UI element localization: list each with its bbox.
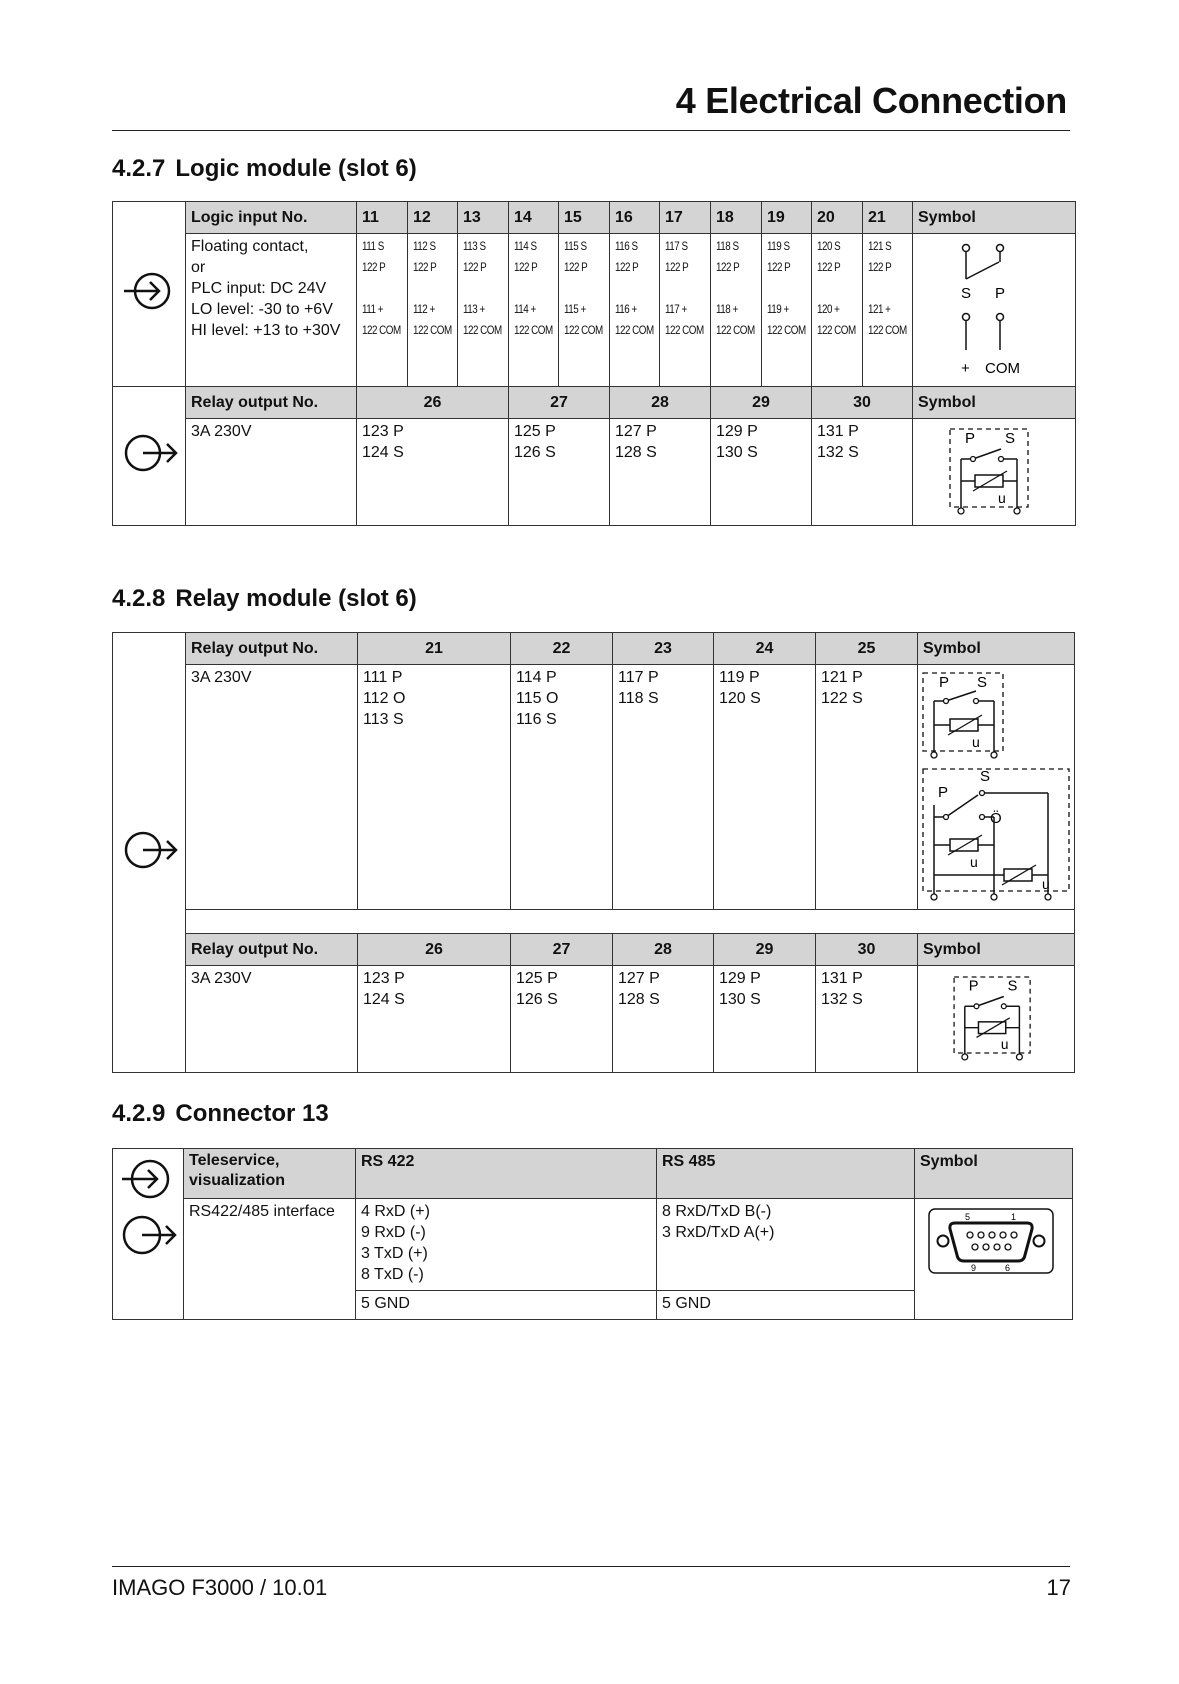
col-header-16: 16 xyxy=(610,202,660,234)
logic-terminals-20 xyxy=(812,234,863,387)
section-number: 4.2.9 xyxy=(112,1100,166,1127)
terminal: 112 O xyxy=(363,690,406,707)
terminal: 122 P xyxy=(716,260,740,274)
rs422-pins xyxy=(356,1199,657,1291)
col-header-30: 30 xyxy=(812,387,913,419)
symbol-label-p: P xyxy=(968,978,979,995)
terminal: 124 S xyxy=(362,444,404,461)
symbol-label-s: S xyxy=(980,768,991,785)
terminal: 113 + xyxy=(463,302,485,316)
terminal: 121 + xyxy=(868,302,891,316)
terminal: 113 S xyxy=(363,711,404,728)
pin: 8 RxD/TxD B(-) xyxy=(662,1203,772,1220)
logic-terminals-11 xyxy=(357,234,408,387)
col-header-symbol: Symbol xyxy=(913,202,1076,234)
terminal: 122 P xyxy=(817,260,841,274)
output-icon-cell xyxy=(113,387,186,526)
symbol-label-u: u xyxy=(1042,876,1050,892)
col-header-19: 19 xyxy=(762,202,812,234)
terminal: 122 P xyxy=(868,260,892,274)
terminal: 123 P xyxy=(363,970,405,987)
col-header-28: 28 xyxy=(613,934,714,966)
rs485-gnd: 5 GND xyxy=(657,1291,915,1320)
col-header-17: 17 xyxy=(660,202,711,234)
terminal: 122 COM xyxy=(413,323,452,337)
desc-line: LO level: -30 to +6V xyxy=(191,301,333,318)
symbol-label-s: S xyxy=(961,285,972,302)
pin: 3 TxD (+) xyxy=(361,1245,428,1262)
col-header-25: 25 xyxy=(816,633,918,665)
terminal: 126 S xyxy=(514,444,556,461)
terminal: 118 S xyxy=(716,239,739,253)
symbol-label-p: P xyxy=(939,674,950,691)
col-header-26: 26 xyxy=(358,934,511,966)
logic-terminals-12 xyxy=(408,234,458,387)
pin-label: 6 xyxy=(1005,1263,1011,1273)
logic-terminals-16 xyxy=(610,234,660,387)
terminal: 130 S xyxy=(716,444,758,461)
col-header-23: 23 xyxy=(613,633,714,665)
col-header-relay-output: Relay output No. xyxy=(186,633,358,665)
terminal: 121 S xyxy=(868,239,892,253)
terminal: 122 COM xyxy=(615,323,654,337)
relay-terminals-28 xyxy=(610,419,711,526)
terminal: 124 S xyxy=(363,991,405,1008)
symbol-label-s: S xyxy=(1007,978,1018,995)
col-header-rs485: RS 485 xyxy=(657,1149,915,1199)
terminal: 122 P xyxy=(665,260,689,274)
terminal: 116 S xyxy=(516,711,557,728)
logic-description xyxy=(186,234,357,387)
terminal: 122 COM xyxy=(868,323,907,337)
terminal: 132 S xyxy=(817,444,859,461)
terminal: 127 P xyxy=(618,970,660,987)
terminal: 122 COM xyxy=(514,323,553,337)
section-heading-429 xyxy=(112,1100,329,1128)
terminal: 122 COM xyxy=(716,323,755,337)
symbol-label-s: S xyxy=(1005,430,1016,447)
logic-terminals-18 xyxy=(711,234,762,387)
spacer-row xyxy=(186,910,1075,934)
section-number: 4.2.8 xyxy=(112,585,166,612)
terminal: 117 + xyxy=(665,302,687,316)
terminal: 123 P xyxy=(362,423,404,440)
terminal: 129 P xyxy=(716,423,758,440)
output-icon xyxy=(119,424,179,482)
col-header-11: 11 xyxy=(357,202,408,234)
terminal: 111 P xyxy=(363,669,403,686)
terminal: 122 P xyxy=(463,260,487,274)
col-header-27: 27 xyxy=(509,387,610,419)
relay-terminals-27 xyxy=(511,966,613,1073)
relay-terminals-26 xyxy=(357,419,509,526)
section-title: Logic module (slot 6) xyxy=(175,155,417,182)
desc-line: HI level: +13 to +30V xyxy=(191,322,341,339)
output-icon xyxy=(119,821,179,879)
io-icons xyxy=(118,1149,178,1269)
col-header-20: 20 xyxy=(812,202,863,234)
relay-symbol-cell xyxy=(918,966,1075,1073)
logic-terminals-19 xyxy=(762,234,812,387)
col-header-12: 12 xyxy=(408,202,458,234)
terminal: 119 P xyxy=(719,669,760,686)
relay-terminals-21 xyxy=(358,665,511,910)
terminal: 126 S xyxy=(516,991,558,1008)
col-header-29: 29 xyxy=(711,387,812,419)
terminal: 122 COM xyxy=(767,323,806,337)
pin: 3 RxD/TxD A(+) xyxy=(662,1224,775,1241)
logic-terminals-13 xyxy=(458,234,509,387)
col-header-14: 14 xyxy=(509,202,559,234)
terminal: 125 P xyxy=(514,423,556,440)
logic-module-table xyxy=(112,201,1076,526)
dsub-connector-icon xyxy=(915,1199,1071,1309)
terminal: 114 + xyxy=(514,302,536,316)
logic-terminals-17 xyxy=(660,234,711,387)
logic-terminals-15 xyxy=(559,234,610,387)
section-title: Relay module (slot 6) xyxy=(175,585,417,612)
terminal: 115 + xyxy=(564,302,586,316)
contact-symbol-icon xyxy=(913,234,1073,380)
relay-module-table xyxy=(112,632,1075,1073)
rs422-gnd: 5 GND xyxy=(356,1291,657,1320)
terminal: 119 + xyxy=(767,302,789,316)
col-header-relay-output: Relay output No. xyxy=(186,934,358,966)
symbol-label-p: P xyxy=(965,430,976,447)
terminal: 130 S xyxy=(719,991,761,1008)
terminal: 121 P xyxy=(821,669,863,686)
input-icon-cell xyxy=(113,202,186,387)
col-header-teleservice: Teleservice, visualization xyxy=(184,1149,356,1199)
relay-terminals-29 xyxy=(714,966,816,1073)
terminal: 122 P xyxy=(615,260,639,274)
desc-line: Floating contact, xyxy=(191,238,309,255)
terminal: 117 S xyxy=(665,239,688,253)
terminal: 122 COM xyxy=(817,323,856,337)
terminal: 122 COM xyxy=(665,323,704,337)
pin: 9 RxD (-) xyxy=(361,1224,426,1241)
terminal: 118 + xyxy=(716,302,738,316)
input-icon xyxy=(122,1161,168,1197)
terminal: 115 S xyxy=(564,239,587,253)
terminal: 116 + xyxy=(615,302,637,316)
relay-terminals-29 xyxy=(711,419,812,526)
terminal: 131 P xyxy=(821,970,863,987)
col-header-logic-input: Logic input No. xyxy=(186,202,357,234)
terminal: 131 P xyxy=(817,423,859,440)
terminal: 132 S xyxy=(821,991,863,1008)
terminal: 128 S xyxy=(615,444,657,461)
relay-symbol-cell xyxy=(913,419,1076,526)
relay-terminals-28 xyxy=(613,966,714,1073)
col-header-26: 26 xyxy=(357,387,509,419)
col-header-symbol: Symbol xyxy=(918,633,1075,665)
col-header-symbol: Symbol xyxy=(918,934,1075,966)
section-number: 4.2.7 xyxy=(112,155,166,182)
section-title: Connector 13 xyxy=(175,1100,329,1127)
symbol-label-u: u xyxy=(1000,1037,1009,1053)
relay-contact-icon xyxy=(913,419,1073,519)
terminal: 112 S xyxy=(413,239,436,253)
footer-doc: IMAGO F3000 / 10.01 xyxy=(112,1575,328,1600)
terminal: 116 S xyxy=(615,239,638,253)
dsub-symbol-cell xyxy=(915,1199,1073,1320)
interface-description: RS422/485 interface xyxy=(184,1199,356,1320)
col-header-28: 28 xyxy=(610,387,711,419)
symbol-label-o: Ö xyxy=(990,810,1002,827)
relay-description: 3A 230V xyxy=(186,665,358,910)
col-header-22: 22 xyxy=(511,633,613,665)
relay-description: 3A 230V xyxy=(186,419,357,526)
col-header-24: 24 xyxy=(714,633,816,665)
terminal: 128 S xyxy=(618,991,660,1008)
io-icon-cell xyxy=(113,1149,184,1320)
logic-terminals-14 xyxy=(509,234,559,387)
logic-symbol-cell xyxy=(913,234,1076,387)
terminal: 122 COM xyxy=(564,323,603,337)
col-header-symbol: Symbol xyxy=(915,1149,1073,1199)
relay-contact-icon xyxy=(918,966,1074,1066)
terminal: 114 S xyxy=(514,239,537,253)
terminal: 111 + xyxy=(362,302,383,316)
footer-rule xyxy=(112,1566,1070,1567)
desc-line: or xyxy=(191,259,206,276)
header-rule xyxy=(112,130,1070,131)
terminal: 117 P xyxy=(618,669,659,686)
terminal: 120 + xyxy=(817,302,840,316)
terminal: 122 P xyxy=(767,260,791,274)
col-header-21: 21 xyxy=(863,202,913,234)
relay-terminals-22 xyxy=(511,665,613,910)
relay-terminals-25 xyxy=(816,665,918,910)
relay-terminals-23 xyxy=(613,665,714,910)
terminal: 122 COM xyxy=(362,323,401,337)
col-header-rs422: RS 422 xyxy=(356,1149,657,1199)
relay-terminals-30 xyxy=(812,419,913,526)
symbol-label-u: u xyxy=(970,854,978,870)
col-header-18: 18 xyxy=(711,202,762,234)
section-heading-427 xyxy=(112,155,417,183)
relay-terminals-26 xyxy=(358,966,511,1073)
pin-label: 1 xyxy=(1011,1212,1017,1222)
terminal: 125 P xyxy=(516,970,558,987)
col-header-symbol: Symbol xyxy=(913,387,1076,419)
terminal: 129 P xyxy=(719,970,761,987)
section-heading-428 xyxy=(112,585,417,613)
relay-symbol-cell xyxy=(918,665,1075,910)
col-header-30: 30 xyxy=(816,934,918,966)
page-number: 17 xyxy=(1046,1575,1071,1600)
col-header-15: 15 xyxy=(559,202,610,234)
terminal: 111 S xyxy=(362,239,384,253)
terminal: 120 S xyxy=(817,239,841,253)
col-header-13: 13 xyxy=(458,202,509,234)
pin-label: 9 xyxy=(971,1263,977,1273)
terminal: 122 S xyxy=(821,690,863,707)
chapter-title: 4 Electrical Connection xyxy=(675,80,1067,121)
terminal: 122 COM xyxy=(463,323,502,337)
terminal: 122 P xyxy=(413,260,437,274)
col-header-21: 21 xyxy=(358,633,511,665)
terminal: 120 S xyxy=(719,690,761,707)
symbol-label-p: P xyxy=(938,784,949,801)
desc-line: PLC input: DC 24V xyxy=(191,280,327,297)
symbol-label-s: S xyxy=(977,674,988,691)
pin-label: 5 xyxy=(965,1212,971,1222)
input-icon xyxy=(120,262,178,320)
relay-terminals-30 xyxy=(816,966,918,1073)
symbol-label-p: P xyxy=(995,285,1006,302)
symbol-label-com: COM xyxy=(985,360,1020,377)
relay-terminals-27 xyxy=(509,419,610,526)
terminal: 113 S xyxy=(463,239,486,253)
terminal: 122 P xyxy=(362,260,386,274)
col-header-relay-output: Relay output No. xyxy=(186,387,357,419)
col-header-27: 27 xyxy=(511,934,613,966)
terminal: 112 + xyxy=(413,302,435,316)
output-icon-cell xyxy=(113,633,186,1073)
terminal: 122 P xyxy=(514,260,538,274)
terminal: 114 P xyxy=(516,669,557,686)
rs485-pins xyxy=(657,1199,915,1291)
pin: 4 RxD (+) xyxy=(361,1203,430,1220)
symbol-label-u: u xyxy=(998,490,1006,506)
symbol-label-u: u xyxy=(972,734,980,750)
terminal: 127 P xyxy=(615,423,657,440)
terminal: 115 O xyxy=(516,690,559,707)
terminal: 118 S xyxy=(618,690,659,707)
relay-terminals-24 xyxy=(714,665,816,910)
connector-13-table xyxy=(112,1148,1073,1320)
output-icon xyxy=(124,1217,175,1253)
pin: 8 TxD (-) xyxy=(361,1266,424,1283)
terminal: 119 S xyxy=(767,239,790,253)
symbol-label-plus: + xyxy=(961,360,970,377)
relay-description: 3A 230V xyxy=(186,966,358,1073)
terminal: 122 P xyxy=(564,260,588,274)
col-header-29: 29 xyxy=(714,934,816,966)
relay-contact-icon xyxy=(918,665,1074,903)
logic-terminals-21 xyxy=(863,234,913,387)
